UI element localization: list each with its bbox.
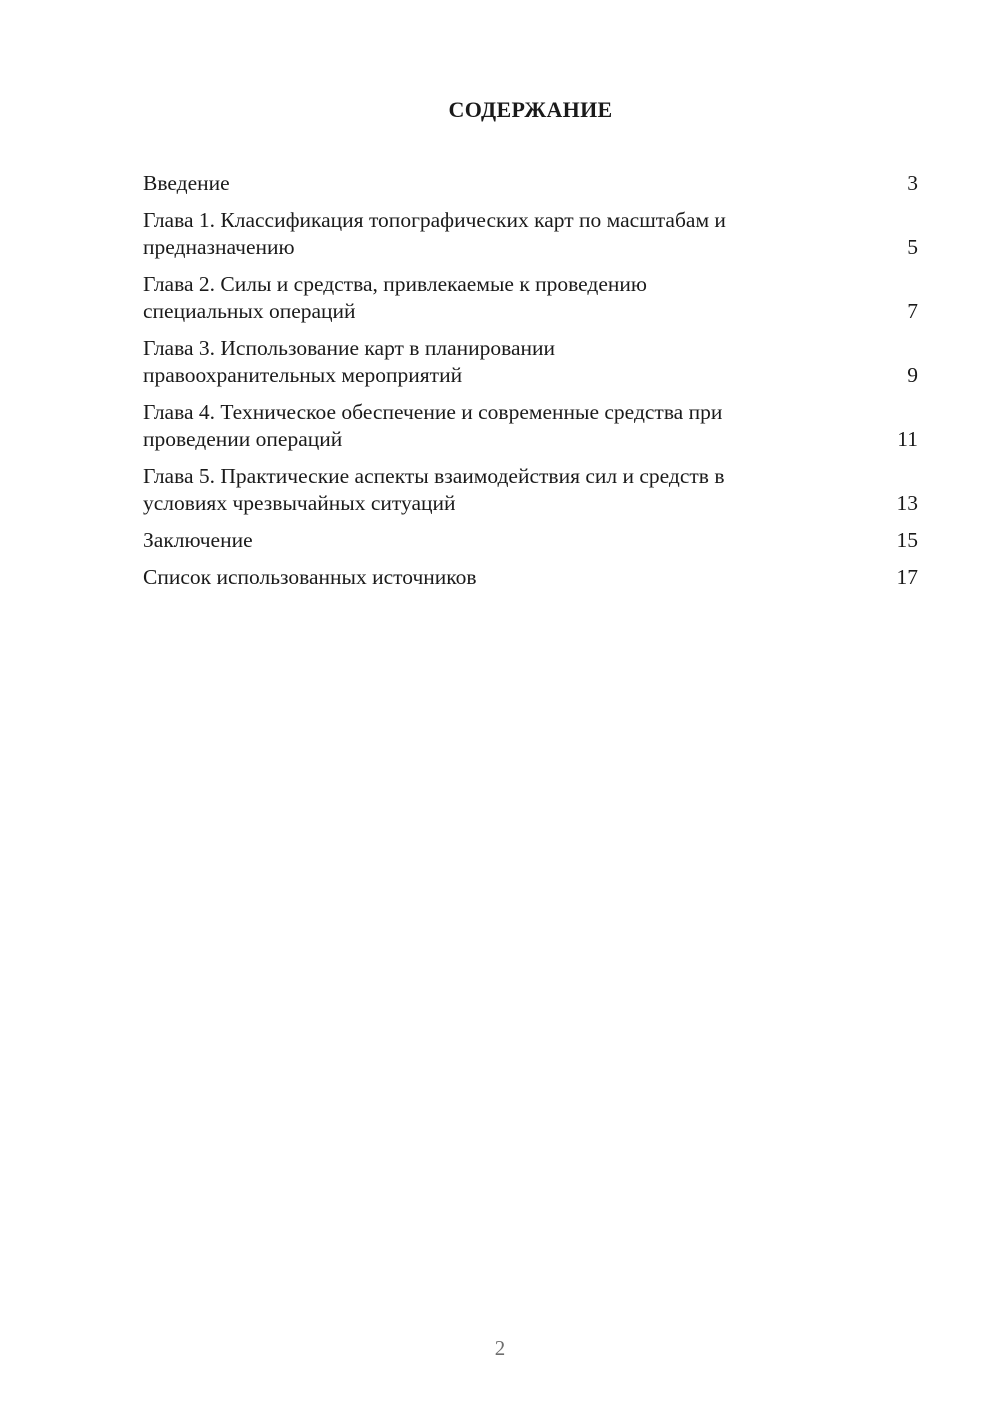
toc-entry-page: 13 <box>896 491 918 515</box>
toc-entry-conclusion[interactable] <box>143 527 918 554</box>
toc-entry-text: Глава 2. Силы и средства, привлекаемые к проведению специальных операций <box>143 272 647 323</box>
toc-entry-page: 3 <box>907 171 918 195</box>
toc-entry-page: 11 <box>897 427 918 451</box>
toc-entry-chapter-2[interactable] <box>143 271 918 325</box>
toc-entry-page: 9 <box>907 363 918 387</box>
toc-entry-chapter-1[interactable] <box>143 207 918 261</box>
toc-entry-page: 15 <box>896 528 918 552</box>
table-of-contents <box>143 170 918 601</box>
toc-entry-text: Глава 1. Классификация топографических карт по масштабам и предназначению <box>143 208 726 259</box>
page-title: СОДЕРЖАНИЕ <box>448 97 613 122</box>
toc-entry-references[interactable] <box>143 564 918 591</box>
toc-entry-text: Глава 5. Практические аспекты взаимодействия сил и средств в условиях чрезвычайных ситуаций <box>143 464 725 515</box>
toc-entry-page: 17 <box>896 565 918 589</box>
toc-entry-text: Список использованных источников <box>143 565 477 589</box>
toc-entry-text: Глава 3. Использование карт в планировании правоохранительных мероприятий <box>143 336 556 387</box>
toc-entry-chapter-4[interactable] <box>143 399 918 453</box>
toc-entry-chapter-3[interactable] <box>143 335 918 389</box>
toc-entry-text: Заключение <box>143 528 253 552</box>
toc-entry-page: 5 <box>907 235 918 259</box>
page-number: 2 <box>494 1336 506 1360</box>
toc-entry-chapter-5[interactable] <box>143 463 918 517</box>
toc-entry-text: Глава 4. Техническое обеспечение и современные средства при проведении операций <box>143 400 723 451</box>
toc-entry-page: 7 <box>907 299 918 323</box>
toc-entry-introduction[interactable] <box>143 170 918 197</box>
toc-entry-text: Введение <box>143 171 230 195</box>
